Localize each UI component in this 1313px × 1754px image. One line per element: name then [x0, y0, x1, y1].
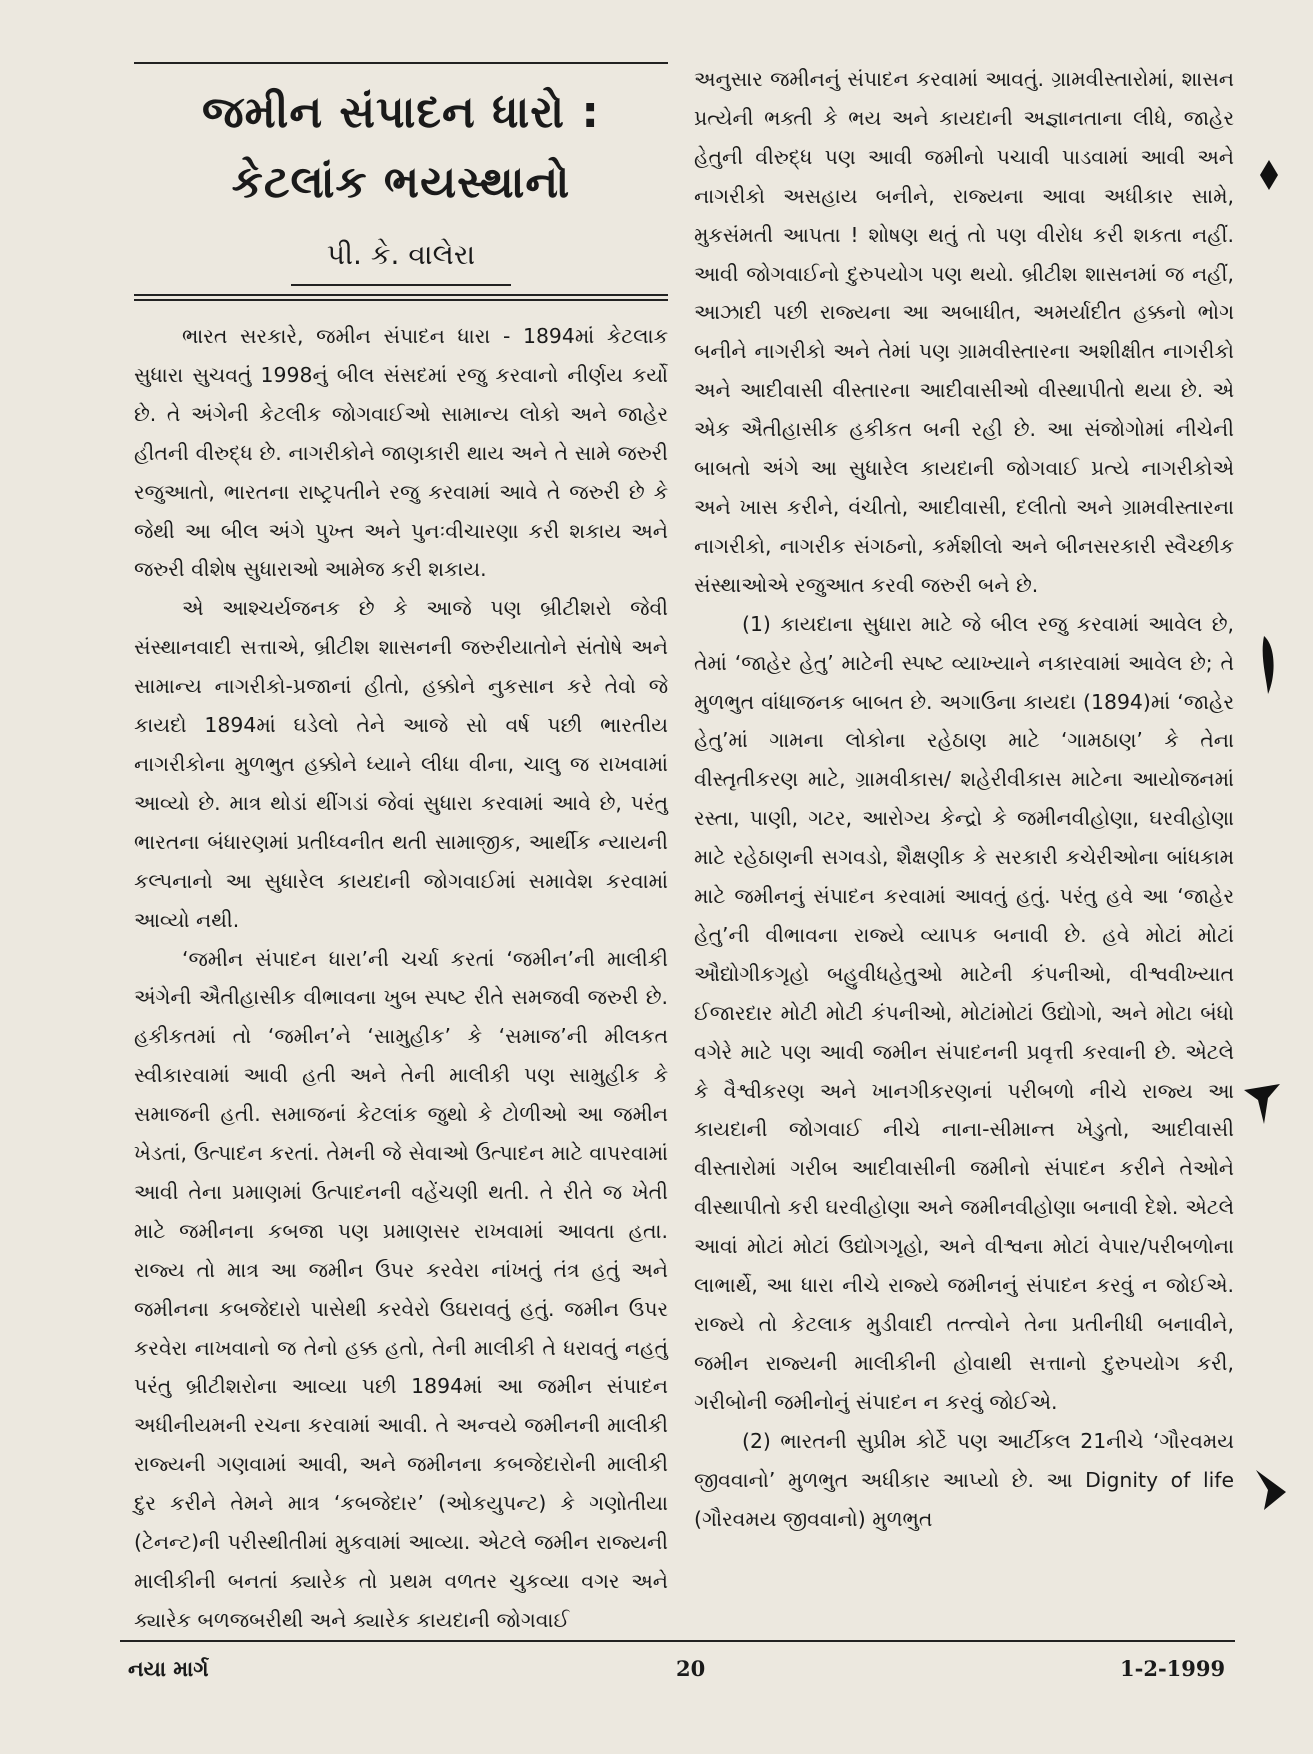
author-name: પી. કે. વાલેરા [326, 238, 476, 271]
left-paragraph-3: ‘જમીન સંપાદન ધારા’ની ચર્ચા કરતાં ‘જમીન’ની માલીકી અંગેની ઐતીહાસીક વીભાવના ખુબ સ્પષ્ટ રીતે સમજવી જરુરી છે. હકીકતમાં તો ‘જમીન’ને ‘સામુહીક’ કે ‘સમાજ’ની મીલકત સ્વીકારવામાં આવી હતી અને તેની માલીકી પણ સામુહીક કે સમાજની હતી. સમાજનાં કેટલાંક જુથો કે ટોળીઓ આ જમીન ખેડતાં, ઉત્પાદન કરતાં. તેમની જે સેવાઓ ઉત્પાદન માટે વાપરવામાં આવી તેના પ્રમાણમાં ઉત્પાદનની વહેંચણી થતી. તે રીતે જ ખેતી માટે જમીનના કબજા પણ પ્રમાણસર રાખવામાં આવતા હતા. રાજ્ય તો માત્ર આ જમીન ઉપર કરવેરા નાંખતું તંત્ર હતું અને જમીનના કબજેદારો પાસેથી કરવેરો ઉઘરાવતું હતું. જમીન ઉપર કરવેરા નાખવાનો જ તેનો હક્ક હતો, તેની માલીકી તે ધરાવતું નહતું પરંતુ બ્રીટીશરોના આવ્યા પછી 1894માં આ જમીન સંપાદન અધીનીયમની રચના કરવામાં આવી. તે અન્વયે જમીનની માલીકી રાજ્યની ગણવામાં આવી, અને જમીનના કબજેદારોની માલીકી દુર કરીને તેમને માત્ર ‘કબજેદાર’ (ઓકયુપન્ટ) કે ગણોતીયા (ટેનન્ટ)ની પરીસ્થીતીમાં મુકવામાં આવ્યા. એટલે જમીન રાજ્યની માલીકીની બનતાં ક્યારેક તો પ્રથમ વળતર ચુકવ્યા વગર અને ક્યારેક બળજબરીથી અને ક્યારેક કાયદાની જોગવાઈ [134, 946, 668, 1632]
header-double-rule [134, 294, 668, 301]
footer-page-number: 20 [676, 1656, 706, 1681]
article-title-line2: કેટલાંક ભયસ્થાનો [231, 157, 571, 208]
footer-rule [120, 1640, 1235, 1642]
binding-mark-3 [1244, 1084, 1280, 1124]
right-paragraph-3: (2) ભારતની સુપ્રીમ કોર્ટે પણ આર્ટીકલ 21નીચે ‘ગૌરવમય જીવવાનો’ મુળભુત અધીકાર આપ્યો છે. આ Dignity of life (ગૌરવમય જીવવાનો) મુળભુત [694, 1428, 1234, 1531]
right-paragraph-2: (1) કાયદાના સુધારા માટે જે બીલ રજુ કરવામાં આવેલ છે, તેમાં ‘જાહેર હેતુ’ માટેની સ્પષ્ટ વ્યાખ્યાને નકારવામાં આવેલ છે; તે મુળભુત વાંધાજનક બાબત છે. અગાઉના કાયદા (1894)માં ‘જાહેર હેતુ’માં ગામના લોકોના રહેઠાણ માટે ‘ગામઠાણ’ કે તેના વીસ્તૃતીકરણ માટે, ગ્રામવીકાસ/ શહેરીવીકાસ માટેના આયોજનમાં રસ્તા, પાણી, ગટર, આરોગ્ય કેન્દ્રો કે જમીનવીહોણા, ઘરવીહોણા માટે રહેઠાણની સગવડો, શૈક્ષણીક કે સરકારી કચેરીઓના બાંધકામ માટે જમીનનું સંપાદન કરવામાં આવતું હતું. પરંતુ હવે આ ‘જાહેર હેતુ’ની વીભાવના રાજ્યે વ્યાપક બનાવી છે. હવે મોટાં મોટાં ઔદ્યોગીકગૃહો બહુવીધહેતુઓ માટેની કંપનીઓ, વીશ્વવીખ્યાત ઈજારદાર મોટી મોટી કંપનીઓ, મોટાંમોટાં ઉદ્યોગો, અને મોટા બંધો વગેરે માટે પણ આવી જમીન સંપાદનની પ્રવૃત્તી કરવાની છે. એટલે કે વૈશ્વીકરણ અને ખાનગીકરણનાં પરીબળો નીચે રાજ્ય આ કાયદાની જોગવાઈ નીચે નાના-સીમાન્ત ખેડુતો, આદીવાસી વીસ્તારોમાં ગરીબ આદીવાસીની જમીનો સંપાદન કરીને તેઓને વીસ્થાપીતો કરી ઘરવીહોણા અને જમીનવીહોણા બનાવી દેશે. એટલે આવાં મોટાં મોટાં ઉદ્યોગગૃહો, અને વીશ્વના મોટાં વેપાર/પરીબળોના લાભાર્થે, આ ધારા નીચે રાજ્યે જમીનનું સંપાદન કરવું ન જોઈએ. રાજ્યે તો કેટલાક મુડીવાદી તત્ત્વોને તેના પ્રતીનીધી બનાવીને, જમીન રાજ્યની માલીકીની હોવાથી સત્તાનો દુરુપયોગ કરી, ગરીબોની જમીનોનું સંપાદન ન કરવું જોઈએ. [694, 611, 1234, 1414]
left-column [134, 62, 668, 1640]
author-underline [291, 284, 511, 286]
right-column [694, 60, 1234, 1538]
footer-date: 1-2-1999 [1120, 1656, 1226, 1681]
footer-publication: નયા માર્ગ [128, 1656, 209, 1681]
top-rule [134, 62, 668, 64]
right-paragraph-1: અનુસાર જમીનનું સંપાદન કરવામાં આવતું. ગ્રામવીસ્તારોમાં, શાસન પ્રત્યેની ભક્તી કે ભય અને કાયદાની અજ્ઞાનતાના લીધે, જાહેર હેતુની વીરુદ્ધ પણ આવી જમીનો પચાવી પાડવામાં આવી અને નાગરીકો અસહાય બનીને, રાજ્યના આવા અધીકાર સામે, મુકસંમતી આપતા ! શોષણ થતું તો પણ વીરોધ કરી શકતા નહીં. આવી જોગવાઈનો દુરુપયોગ પણ થયો. બ્રીટીશ શાસનમાં જ નહીં, આઝાદી પછી રાજ્યના આ અબાધીત, અમર્યાદીત હક્કનો ભોગ બનીને નાગરીકો અને તેમાં પણ ગ્રામવીસ્તારના અશીક્ષીત નાગરીકો અને આદીવાસી વીસ્તારના આદીવાસીઓ વીસ્થાપીતો થયા છે. એ એક ઐતીહાસીક હકીકત બની રહી છે. આ સંજોગોમાં નીચેની બાબતો અંગે આ સુધારેલ કાયદાની જોગવાઈ પ્રત્યે નાગરીકોએ અને ખાસ કરીને, વંચીતો, આદીવાસી, દલીતો અને ગ્રામવીસ્તારના નાગરીકો, નાગરીક સંગઠનો, કર્મશીલો અને બીનસરકારી સ્વૈચ્છીક સંસ્થાઓએ રજુઆત કરવી જરુરી બને છે. [694, 67, 1234, 597]
left-paragraph-1: ભારત સરકારે, જમીન સંપાદન ધારા - 1894માં કેટલાક સુધારા સુચવતું 1998નું બીલ સંસદમાં રજુ કરવાનો નીર્ણય કર્યો છે. તે અંગેની કેટલીક જોગવાઈઓ સામાન્ય લોકો અને જાહેર હીતની વીરુદ્ધ છે. નાગરીકોને જાણકારી થાય અને તે સામે જરુરી રજુઆતો, ભારતના રાષ્ટ્રપતીને રજુ કરવામાં આવે તે જરુરી છે કે જેથી આ બીલ અંગે પુખ્ત અને પુનઃવીચારણા કરી શકાય અને જરુરી વીશેષ સુધારાઓ આમેજ કરી શકાય. [134, 324, 668, 582]
binding-mark-2 [1258, 636, 1278, 694]
article-title-line1: જમીન સંપાદન ધારો : [202, 87, 600, 138]
binding-mark-1 [1258, 160, 1280, 190]
binding-mark-4 [1256, 1470, 1286, 1510]
left-paragraph-2: એ આશ્ચર્યજનક છે કે આજે પણ બ્રીટીશરો જેવી સંસ્થાનવાદી સત્તાએ, બ્રીટીશ શાસનની જરુરીયાતોને સંતોષે અને સામાન્ય નાગરીકો-પ્રજાનાં હીતો, હક્કોને નુકસાન કરે તેવો જે કાયદો 1894માં ઘડેલો તેને આજે સો વર્ષ પછી ભારતીય નાગરીકોના મુળભુત હક્કોને ધ્યાને લીધા વીના, ચાલુ જ રાખવામાં આવ્યો છે. માત્ર થોડાં થીંગડાં જેવાં સુધારા કરવામાં આવે છે, પરંતુ ભારતના બંધારણમાં પ્રતીધ્વનીત થતી સામાજીક, આર્થીક ન્યાયની કલ્પનાનો આ સુધારેલ કાયદાની જોગવાઈમાં સમાવેશ કરવામાં આવ્યો નથી. [134, 596, 668, 932]
